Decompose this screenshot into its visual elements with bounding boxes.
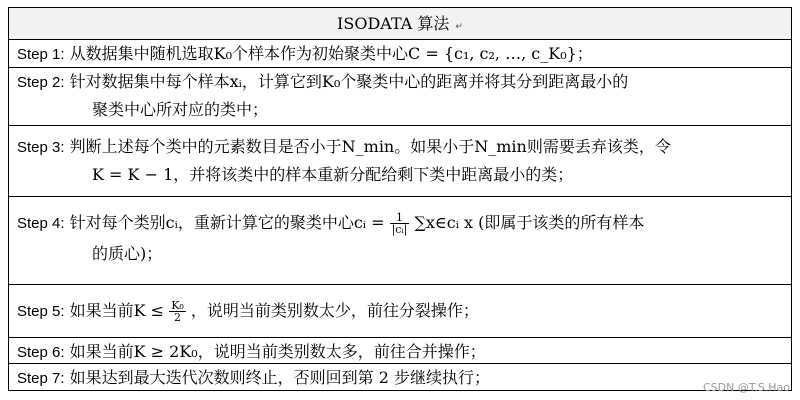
step-label: Step 4: [17, 215, 65, 232]
step-6-row [9, 337, 791, 363]
step-text-continued: 聚类中心所对应的类中； [92, 100, 269, 119]
step-text: 针对数据集中每个样本xᵢ，计算它到K₀个聚类中心的距离并将其分到距离最小的 [69, 72, 629, 91]
step-label: Step 3: [17, 139, 65, 156]
step-text-after: ，说明当前类别数太少，前往分裂操作； [190, 301, 479, 320]
step-label: Step 2: [17, 74, 65, 91]
step-label: Step 5: [17, 303, 65, 320]
step-text: 如果当前K ≥ 2K₀，说明当前类别数太多，前往合并操作； [69, 342, 486, 361]
table-title: ISODATA 算法 ↵ [9, 8, 791, 39]
step-7-row [9, 363, 791, 390]
step-text-continued: K = K − 1，并将该类中的样本重新分配给剩下类中距离最小的类； [92, 165, 574, 184]
paragraph-mark-icon: ↵ [455, 22, 463, 32]
watermark: CSDN @T.S.Hao [703, 381, 790, 394]
step-5-row [9, 284, 791, 337]
step-3-row [9, 125, 791, 196]
isodata-table [8, 7, 792, 391]
fraction: $\frac{\text{K₀}}{2}$ [171, 299, 184, 324]
step-label: Step 1: [17, 46, 65, 63]
step-text: 如果当前K ≤ [69, 301, 165, 320]
step-2-row [9, 67, 791, 125]
step-text: 判断上述每个类中的元素数目是否小于N_min。如果小于N_min则需要丢弃该类，令 [69, 137, 671, 156]
step-label: Step 7: [17, 370, 65, 387]
step-text: 从数据集中随机选取K₀个样本作为初始聚类中心C = {c₁, c₂, …, c_K₀}； [69, 44, 593, 63]
step-label: Step 6: [17, 344, 65, 361]
step-4-row [9, 196, 791, 284]
fraction: $\frac{1}{\text{|cᵢ|}}$ [391, 211, 408, 236]
step-text-continued: 的质心)； [92, 244, 163, 263]
step-text: 如果达到最大迭代次数则终止，否则回到第 2 步继续执行； [69, 368, 490, 387]
step-1-row [9, 39, 791, 67]
step-text: 针对每个类别cᵢ，重新计算它的聚类中心cᵢ = [69, 213, 385, 232]
step-text-after: ∑x∈cᵢ x (即属于该类的所有样本 [414, 213, 645, 232]
